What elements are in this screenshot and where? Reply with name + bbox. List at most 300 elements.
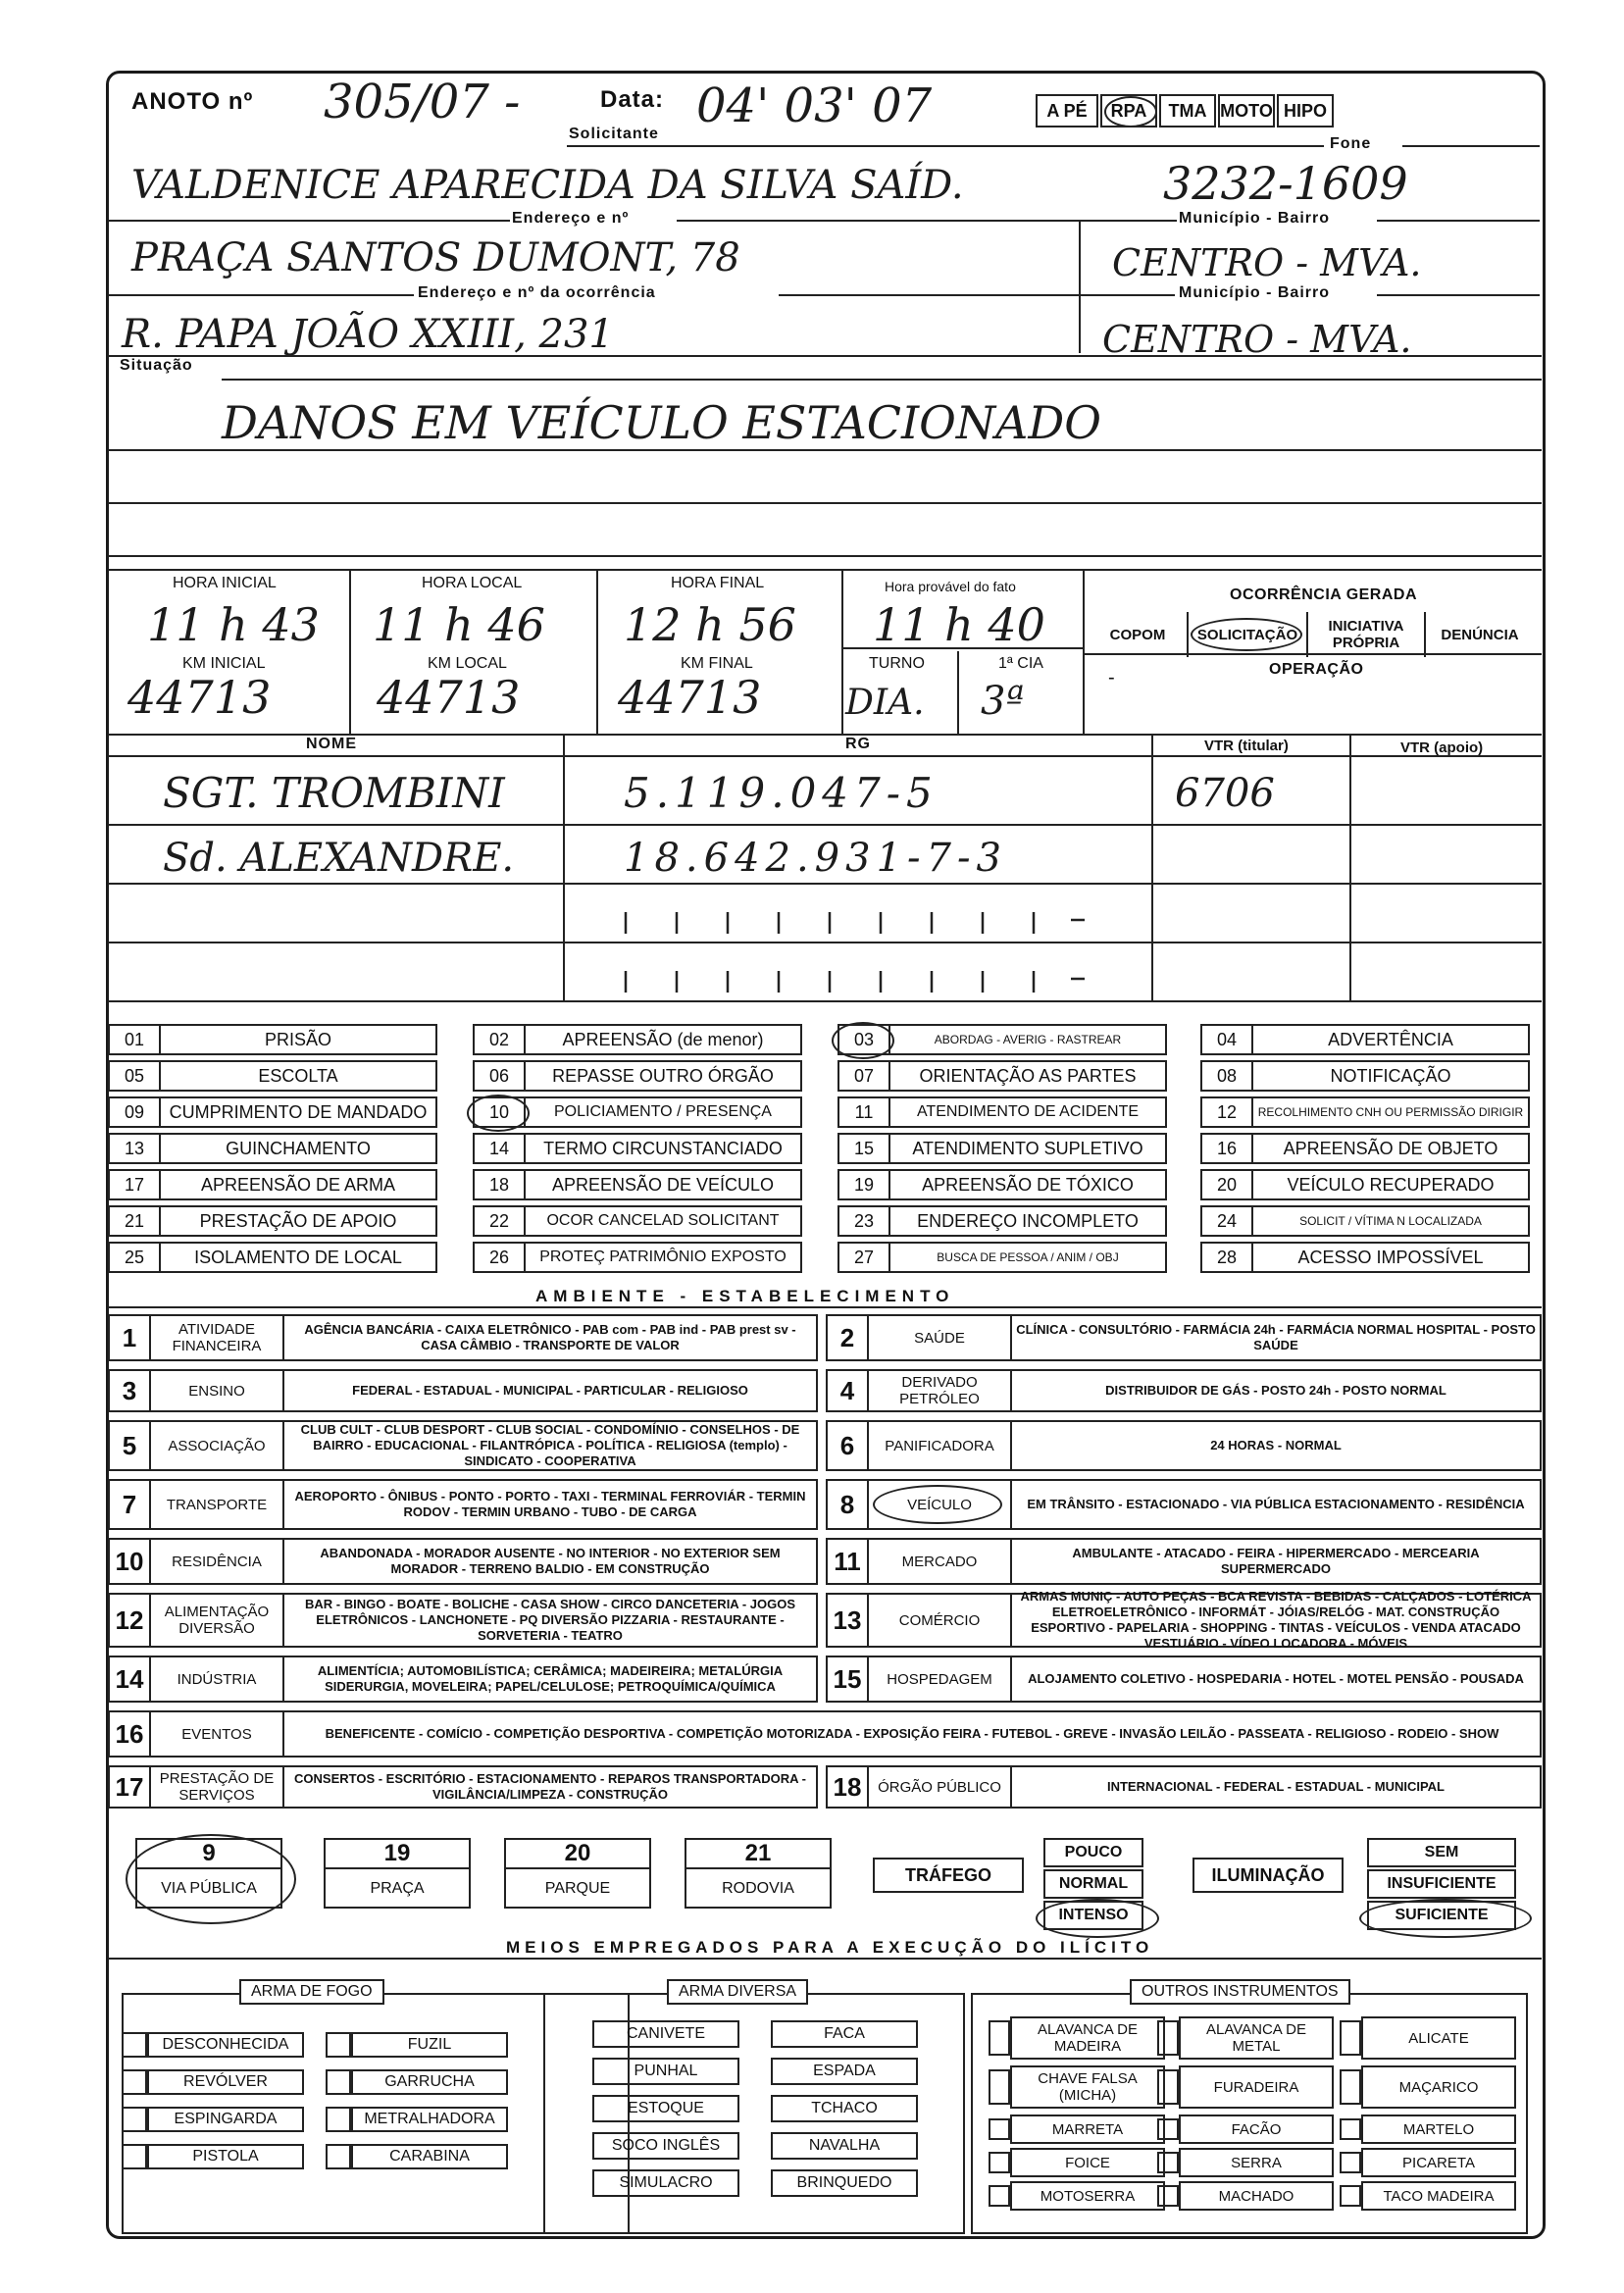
ambiente-category: TRANSPORTE <box>151 1481 284 1528</box>
arma-diversa-item[interactable]: CANIVETE <box>592 2020 739 2048</box>
outros-item[interactable]: ALAVANCA DE MADEIRA <box>1010 2016 1165 2060</box>
ambiente-detail: ALOJAMENTO COLETIVO - HOSPEDARIA - HOTEL - MOTEL PENSÃO - POUSADA <box>1028 1671 1524 1686</box>
vtr-apoio-label: VTR (apoio) <box>1400 739 1484 756</box>
team-member-2-rg: 18.642.931-7-3 <box>624 836 1007 881</box>
location-row <box>108 1834 1542 1932</box>
code-label: NOTIFICAÇÃO <box>1330 1065 1451 1086</box>
outros-item[interactable]: TACO MADEIRA <box>1361 2181 1516 2211</box>
iluminacao-option[interactable]: SEM <box>1367 1838 1516 1867</box>
mode-rpa[interactable]: RPA <box>1100 94 1157 127</box>
ambiente-detail: FEDERAL - ESTADUAL - MUNICIPAL - PARTICULAR - RELIGIOSO <box>352 1383 748 1398</box>
ambiente-detail: 24 HORAS - NORMAL <box>1210 1438 1342 1452</box>
arma-diversa-group-title: ARMA DIVERSA <box>667 1979 808 2005</box>
km-final-label: KM FINAL <box>681 655 753 672</box>
location-label: RODOVIA <box>722 1880 794 1897</box>
arma-fogo-item[interactable]: FUZIL <box>351 2032 508 2058</box>
code-number: 07 <box>839 1062 890 1090</box>
team-member-1-rg: 5.119.047-5 <box>624 769 939 817</box>
vtr-titular-label: VTR (titular) <box>1204 738 1289 754</box>
ambiente-detail: DISTRIBUIDOR DE GÁS - POSTO 24h - POSTO NORMAL <box>1105 1383 1446 1398</box>
ocorrencia-endereco-label: Endereço e nº da ocorrência <box>418 284 656 301</box>
team-member-1-vtr: 6706 <box>1175 771 1275 816</box>
outros-item[interactable]: MAÇARICO <box>1361 2065 1516 2109</box>
code-number: 28 <box>1202 1244 1253 1271</box>
team-member-2-name: Sd. ALEXANDRE. <box>163 836 515 881</box>
code-item[interactable] <box>1200 1060 1530 1092</box>
ambiente-item[interactable] <box>108 1656 818 1703</box>
ambiente-item[interactable] <box>826 1765 1542 1809</box>
hora-final-label: HORA FINAL <box>671 575 765 591</box>
code-number: 19 <box>839 1171 890 1198</box>
code-item[interactable] <box>1200 1133 1530 1164</box>
outros-item[interactable]: SERRA <box>1179 2148 1334 2177</box>
code-item[interactable] <box>473 1060 802 1092</box>
code-number: 10 <box>475 1098 526 1126</box>
iluminacao-option[interactable]: SUFICIENTE <box>1367 1901 1516 1930</box>
ambiente-item[interactable] <box>108 1314 818 1361</box>
ambiente-number: 12 <box>110 1595 151 1646</box>
outros-group-title: OUTROS INSTRUMENTOS <box>1130 1979 1350 2005</box>
code-label: VEÍCULO RECUPERADO <box>1287 1174 1495 1195</box>
code-number: 02 <box>475 1026 526 1053</box>
ambiente-item[interactable] <box>108 1710 1542 1758</box>
code-item[interactable] <box>473 1096 802 1128</box>
ambiente-category: ATIVIDADE FINANCEIRA <box>151 1316 284 1359</box>
outros-item[interactable]: CHAVE FALSA (MICHA) <box>1010 2065 1165 2109</box>
ambiente-number: 7 <box>110 1481 151 1528</box>
operacao-value: - <box>1108 667 1115 688</box>
ambiente-item[interactable] <box>108 1765 818 1809</box>
ambiente-item[interactable] <box>108 1369 818 1412</box>
ambiente-detail: INTERNACIONAL - FEDERAL - ESTADUAL - MUNICIPAL <box>1106 1779 1445 1794</box>
code-number: 14 <box>475 1135 526 1162</box>
km-inicial-value: 44713 <box>127 671 272 724</box>
ocorrencia-option[interactable]: DENÚNCIA <box>1424 612 1534 657</box>
iluminacao-label: ILUMINAÇÃO <box>1193 1858 1344 1893</box>
outros-checkbox[interactable] <box>1157 2185 1179 2207</box>
ambiente-category: ASSOCIAÇÃO <box>151 1422 284 1469</box>
code-number: 13 <box>110 1135 161 1162</box>
outros-checkbox[interactable] <box>989 2020 1010 2056</box>
municipio2-value: CENTRO - MVA. <box>1102 318 1412 361</box>
rg-label: RG <box>845 736 871 752</box>
mode-a-pé[interactable]: A PÉ <box>1036 94 1098 127</box>
selected-code-circle <box>832 1022 894 1059</box>
ambiente-item[interactable] <box>108 1479 818 1530</box>
code-label: ESCOLTA <box>258 1065 338 1086</box>
ocorrencia-options <box>1089 610 1540 659</box>
code-label: APREENSÃO (de menor) <box>562 1029 764 1049</box>
code-number: 05 <box>110 1062 161 1090</box>
municipio-label: Município - Bairro <box>1179 210 1330 227</box>
location-label: PRAÇA <box>370 1880 425 1897</box>
cia-value: 3ª <box>981 679 1025 724</box>
code-number: 03 <box>839 1026 890 1053</box>
ambiente-item[interactable] <box>826 1479 1542 1530</box>
hora-local-label: HORA LOCAL <box>422 575 523 591</box>
trafego-option[interactable]: NORMAL <box>1043 1869 1143 1899</box>
ambiente-number: 18 <box>828 1767 869 1807</box>
municipio-value: CENTRO - MVA. <box>1112 241 1422 284</box>
code-number: 24 <box>1202 1207 1253 1235</box>
code-label: POLICIAMENTO / PRESENÇA <box>554 1103 772 1120</box>
arma-diversa-item[interactable]: FACA <box>771 2020 918 2048</box>
outros-checkbox[interactable] <box>1157 2020 1179 2056</box>
location-number: 19 <box>326 1840 469 1869</box>
code-item[interactable] <box>837 1060 1167 1092</box>
ocorrencia-option[interactable]: SOLICITAÇÃO <box>1187 612 1306 657</box>
arma-diversa-item[interactable]: TCHACO <box>771 2095 918 2122</box>
outros-checkbox[interactable] <box>989 2069 1010 2105</box>
arma-fogo-checkbox[interactable] <box>326 2069 351 2095</box>
code-item[interactable] <box>837 1242 1167 1273</box>
ambiente-item[interactable] <box>826 1589 1542 1651</box>
code-item[interactable] <box>473 1242 802 1273</box>
turno-label: TURNO <box>869 655 925 672</box>
ambiente-number: 6 <box>828 1422 869 1469</box>
situacao-label: Situação <box>120 357 193 374</box>
anoto-label: ANOTO nº <box>131 88 254 115</box>
arma-fogo-item[interactable]: GARRUCHA <box>351 2069 508 2095</box>
outros-checkbox[interactable] <box>1157 2118 1179 2140</box>
ambiente-item[interactable] <box>826 1538 1542 1585</box>
code-item[interactable] <box>108 1024 437 1055</box>
ocorrencia-option[interactable]: COPOM <box>1109 626 1166 643</box>
ocorrencia-option[interactable]: INICIATIVA PRÓPRIA <box>1306 612 1424 657</box>
code-label: ISOLAMENTO DE LOCAL <box>194 1247 402 1267</box>
arma-fogo-item[interactable]: CARABINA <box>351 2144 508 2169</box>
solicitante-label: Solicitante <box>569 126 659 142</box>
outros-item[interactable]: MARRETA <box>1010 2115 1165 2144</box>
trafego-option[interactable]: INTENSO <box>1043 1901 1143 1930</box>
km-local-value: 44713 <box>377 671 521 724</box>
outros-item[interactable]: MACHADO <box>1179 2181 1334 2211</box>
code-number: 11 <box>839 1098 890 1126</box>
meios-grid <box>108 1971 1542 2236</box>
arma-fogo-item[interactable]: ESPINGARDA <box>147 2107 304 2132</box>
location-label: VIA PÚBLICA <box>161 1880 257 1897</box>
code-label: ACESSO IMPOSSÍVEL <box>1297 1247 1484 1267</box>
code-item[interactable] <box>108 1060 437 1092</box>
ambiente-title: AMBIENTE - ESTABELECIMENTO <box>535 1287 955 1305</box>
outros-item[interactable]: FACÃO <box>1179 2115 1334 2144</box>
ambiente-number: 2 <box>828 1316 869 1359</box>
ambiente-item[interactable] <box>826 1420 1542 1471</box>
code-item[interactable] <box>837 1096 1167 1128</box>
arma-fogo-item[interactable]: DESCONHECIDA <box>147 2032 304 2058</box>
data-label: Data: <box>600 86 665 113</box>
iluminacao-option[interactable]: INSUFICIENTE <box>1367 1869 1516 1899</box>
location-number: 20 <box>506 1840 649 1869</box>
team-member-1-name: SGT. TROMBINI <box>163 769 505 817</box>
arma-fogo-checkbox[interactable] <box>122 2032 147 2058</box>
location-item[interactable] <box>324 1838 471 1909</box>
ambiente-detail: CLUB CULT - CLUB DESPORT - CLUB SOCIAL - CONDOMÍNIO - CONSELHOS - DE BAIRRO - EDUCACIONAL - FILANTRÓPICA - POLÍTICA - RELIGIOSA (templo) - SINDICATO - COOPERATIVA <box>300 1422 800 1468</box>
endereco-label: Endereço e nº <box>512 210 630 227</box>
arma-diversa-item[interactable]: SOCO INGLÊS <box>592 2132 739 2160</box>
ambiente-category: PRESTAÇÃO DE SERVIÇOS <box>151 1767 284 1807</box>
location-number: 9 <box>137 1840 280 1869</box>
trafego-option[interactable]: POUCO <box>1043 1838 1143 1867</box>
code-label: REPASSE OUTRO ÓRGÃO <box>552 1065 774 1086</box>
ambiente-item[interactable] <box>826 1314 1542 1361</box>
arma-diversa-item[interactable]: BRINQUEDO <box>771 2169 918 2197</box>
ambiente-detail: BAR - BINGO - BOATE - BOLICHE - CASA SHOW - CIRCO DANCETERIA - JOGOS ELETRÔNICOS - LANCHONETE - PQ DIVERSÃO PIZZARIA - RESTAURANTE - SORVETERIA - TEATRO <box>304 1597 795 1643</box>
ocorrencia-gerada-title: OCORRÊNCIA GERADA <box>1230 586 1418 603</box>
ambiente-detail: BENEFICENTE - COMÍCIO - COMPETIÇÃO DESPORTIVA - COMPETIÇÃO MOTORIZADA - EXPOSIÇÃO FEIRA - FUTEBOL - GREVE - INVASÃO LEILÃO - PASSEATA - RELIGIOSO - RODEIO - SHOW <box>325 1726 1499 1741</box>
ambiente-category: DERIVADO PETRÓLEO <box>869 1371 1012 1410</box>
code-label: APREENSÃO DE ARMA <box>200 1174 396 1195</box>
arma-diversa-item[interactable]: ESPADA <box>771 2058 918 2085</box>
code-item[interactable] <box>1200 1242 1530 1273</box>
selected-mode-circle <box>1104 96 1157 127</box>
solicitante-value: VALDENICE APARECIDA DA SILVA SAÍD. <box>131 163 964 208</box>
location-label: PARQUE <box>544 1880 611 1897</box>
outros-item[interactable]: ALICATE <box>1361 2016 1516 2060</box>
km-final-value: 44713 <box>618 671 762 724</box>
code-label: PROTEÇ PATRIMÔNIO EXPOSTO <box>539 1248 787 1265</box>
code-number: 15 <box>839 1135 890 1162</box>
outros-checkbox[interactable] <box>1340 2185 1361 2207</box>
code-label: APREENSÃO DE TÓXICO <box>922 1174 1134 1195</box>
ambiente-number: 11 <box>828 1540 869 1583</box>
code-item[interactable] <box>837 1169 1167 1200</box>
code-item[interactable] <box>1200 1024 1530 1055</box>
code-label: OCOR CANCELAD SOLICITANT <box>546 1212 780 1229</box>
code-item[interactable] <box>1200 1205 1530 1237</box>
location-item[interactable] <box>504 1838 651 1909</box>
code-number: 09 <box>110 1098 161 1126</box>
code-label: ORIENTAÇÃO AS PARTES <box>919 1065 1137 1086</box>
ambiente-number: 16 <box>110 1712 151 1756</box>
nome-label: NOME <box>306 736 357 752</box>
code-item[interactable] <box>108 1133 437 1164</box>
ambiente-number: 4 <box>828 1371 869 1410</box>
ambiente-detail: AEROPORTO - ÔNIBUS - PONTO - PORTO - TAXI - TERMINAL FERROVIÁR - TERMIN RODOV - TERMIN URBANO - TUBO - DE CARGA <box>294 1489 806 1519</box>
ambiente-category: ALIMENTAÇÃO DIVERSÃO <box>151 1595 284 1646</box>
ambiente-category: SAÚDE <box>869 1316 1012 1359</box>
municipio2-label: Município - Bairro <box>1179 284 1330 301</box>
code-label: BUSCA DE PESSOA / ANIM / OBJ <box>937 1249 1119 1264</box>
arma-fogo-checkbox[interactable] <box>122 2107 147 2132</box>
arma-fogo-checkbox[interactable] <box>122 2144 147 2169</box>
code-number: 27 <box>839 1244 890 1271</box>
ambiente-detail: CLÍNICA - CONSULTÓRIO - FARMÁCIA 24h - FARMÁCIA NORMAL HOSPITAL - POSTO SAÚDE <box>1016 1322 1536 1352</box>
fone-label: Fone <box>1330 135 1372 152</box>
outros-checkbox[interactable] <box>1340 2020 1361 2056</box>
cia-label: 1ª CIA <box>998 655 1043 672</box>
outros-checkbox[interactable] <box>1157 2069 1179 2105</box>
code-label: ATENDIMENTO DE ACIDENTE <box>916 1103 1140 1120</box>
code-number: 21 <box>110 1207 161 1235</box>
code-number: 25 <box>110 1244 161 1271</box>
ambiente-detail: ARMAS MUNIÇ - AUTO PEÇAS - BCA REVISTA - BEBIDAS - CALÇADOS - LOTÉRICA ELETROELETRÔNICO - INFORMÁT - JÓIAS/RELÓG - MAT. CONSTRUÇÃO ESPORTIVO - PAPELARIA - SHOPPING - TINTAS - VEÍCULOS - VENDA ATACADO VESTUÁRIO - VÍDEO LOCADORA - MÓVEIS <box>1020 1589 1532 1651</box>
ambiente-category: VEÍCULO <box>869 1481 1012 1528</box>
code-item[interactable] <box>837 1205 1167 1237</box>
outros-checkbox[interactable] <box>1340 2152 1361 2173</box>
ambiente-category: MERCADO <box>869 1540 1012 1583</box>
ambiente-number: 17 <box>110 1767 151 1807</box>
empty-rg-slots <box>618 902 1089 1000</box>
code-label: APREENSÃO DE VEÍCULO <box>551 1174 775 1195</box>
codes-grid <box>108 1024 1542 1289</box>
ambiente-item[interactable] <box>108 1593 818 1648</box>
arma-fogo-checkbox[interactable] <box>326 2032 351 2058</box>
ambiente-number: 10 <box>110 1540 151 1583</box>
ocorrencia-endereco-value: R. PAPA JOÃO XXIII, 231 <box>122 312 614 357</box>
hora-final-value: 12 h 56 <box>624 598 796 651</box>
ambiente-detail: ALIMENTÍCIA; AUTOMOBILÍSTICA; CERÂMICA; MADEIREIRA; METALÚRGIA SIDERURGIA, MOVELEIRA; PAPEL/CELULOSE; PETROQUÍMICA/QUÍMICA <box>317 1663 784 1694</box>
code-label: PRESTAÇÃO DE APOIO <box>199 1210 397 1231</box>
selected-ocorrencia-circle <box>1191 618 1302 651</box>
ambiente-number: 1 <box>110 1316 151 1359</box>
outros-checkbox[interactable] <box>989 2185 1010 2207</box>
ambiente-item[interactable] <box>108 1538 818 1585</box>
outros-item[interactable]: PICARETA <box>1361 2148 1516 2177</box>
code-number: 26 <box>475 1244 526 1271</box>
code-label: TERMO CIRCUNSTANCIADO <box>543 1138 783 1158</box>
ambiente-detail: AGÊNCIA BANCÁRIA - CAIXA ELETRÔNICO - PAB com - PAB ind - PAB prest sv - CASA CÂMBIO - TRANSPORTE DE VALOR <box>304 1322 796 1352</box>
location-item[interactable] <box>135 1838 282 1909</box>
operacao-label: OPERAÇÃO <box>1269 661 1364 678</box>
outros-item[interactable]: MOTOSERRA <box>1010 2181 1165 2211</box>
location-number: 21 <box>686 1840 830 1869</box>
code-label: PRISÃO <box>264 1029 332 1049</box>
ambiente-category: EVENTOS <box>151 1712 284 1756</box>
code-number: 22 <box>475 1207 526 1235</box>
ambiente-grid <box>108 1314 1542 1824</box>
code-number: 08 <box>1202 1062 1253 1090</box>
mode-tma[interactable]: TMA <box>1159 94 1216 127</box>
code-label: ADVERTÊNCIA <box>1328 1029 1453 1049</box>
code-item[interactable] <box>1200 1169 1530 1200</box>
code-item[interactable] <box>473 1169 802 1200</box>
trafego-label: TRÁFEGO <box>873 1858 1024 1893</box>
anoto-value: 305/07 - <box>324 75 521 129</box>
arma-diversa-item[interactable]: ESTOQUE <box>592 2095 739 2122</box>
code-item[interactable] <box>473 1133 802 1164</box>
code-label: ATENDIMENTO SUPLETIVO <box>912 1138 1143 1158</box>
code-label: GUINCHAMENTO <box>226 1138 371 1158</box>
km-local-label: KM LOCAL <box>428 655 507 672</box>
code-item[interactable] <box>108 1205 437 1237</box>
code-item[interactable] <box>108 1169 437 1200</box>
code-item[interactable] <box>837 1024 1167 1055</box>
code-label: RECOLHIMENTO CNH OU PERMISSÃO DIRIGIR <box>1257 1104 1524 1119</box>
location-item[interactable] <box>685 1838 832 1909</box>
arma-fogo-checkbox[interactable] <box>326 2144 351 2169</box>
ambiente-detail: CONSERTOS - ESCRITÓRIO - ESTACIONAMENTO - REPAROS TRANSPORTADORA - VIGILÂNCIA/LIMPEZA - CONSTRUÇÃO <box>294 1771 806 1802</box>
selected-code-circle <box>467 1095 530 1132</box>
transport-modes <box>1036 94 1336 127</box>
arma-fogo-checkbox[interactable] <box>122 2069 147 2095</box>
selected-trafego-circle <box>1036 1899 1159 1938</box>
ambiente-number: 3 <box>110 1371 151 1410</box>
code-number: 17 <box>110 1171 161 1198</box>
arma-fogo-group-title: ARMA DE FOGO <box>239 1979 384 2005</box>
arma-diversa-item[interactable]: PUNHAL <box>592 2058 739 2085</box>
arma-fogo-item[interactable]: PISTOLA <box>147 2144 304 2169</box>
mode-hipo[interactable]: HIPO <box>1277 94 1334 127</box>
code-label: CUMPRIMENTO DE MANDADO <box>169 1101 428 1122</box>
selected-location-circle <box>126 1834 296 1924</box>
ambiente-number: 5 <box>110 1422 151 1469</box>
ambiente-number: 14 <box>110 1657 151 1701</box>
code-label: ENDEREÇO INCOMPLETO <box>917 1210 1139 1231</box>
mode-moto[interactable]: MOTO <box>1218 94 1275 127</box>
hora-inicial-value: 11 h 43 <box>147 598 320 651</box>
code-item[interactable] <box>1200 1096 1530 1128</box>
arma-diversa-item[interactable]: SIMULACRO <box>592 2169 739 2197</box>
code-number: 04 <box>1202 1026 1253 1053</box>
outros-checkbox[interactable] <box>1157 2152 1179 2173</box>
code-label: SOLICIT / VÍTIMA N LOCALIZADA <box>1299 1213 1482 1228</box>
ambiente-detail: AMBULANTE - ATACADO - FEIRA - HIPERMERCADO - MERCEARIA SUPERMERCADO <box>1072 1546 1480 1576</box>
code-item[interactable] <box>837 1133 1167 1164</box>
arma-diversa-item[interactable]: NAVALHA <box>771 2132 918 2160</box>
code-item[interactable] <box>473 1024 802 1055</box>
outros-item[interactable]: FURADEIRA <box>1179 2065 1334 2109</box>
hora-local-value: 11 h 46 <box>373 598 545 651</box>
turno-value: DIA. <box>845 683 925 723</box>
hora-provavel-label: Hora provável do fato <box>885 579 1016 594</box>
ambiente-category: COMÉRCIO <box>869 1595 1012 1646</box>
ambiente-category: RESIDÊNCIA <box>151 1540 284 1583</box>
ambiente-category: ENSINO <box>151 1371 284 1410</box>
fone-value: 3232-1609 <box>1163 157 1408 210</box>
ambiente-item[interactable] <box>108 1420 818 1471</box>
ambiente-category: ÓRGÃO PÚBLICO <box>869 1767 1012 1807</box>
outros-item[interactable]: ALAVANCA DE METAL <box>1179 2016 1334 2060</box>
code-item[interactable] <box>108 1096 437 1128</box>
arma-fogo-checkbox[interactable] <box>326 2107 351 2132</box>
km-inicial-label: KM INICIAL <box>182 655 266 672</box>
outros-checkbox[interactable] <box>989 2118 1010 2140</box>
ambiente-item[interactable] <box>826 1369 1542 1412</box>
ambiente-item[interactable] <box>826 1656 1542 1703</box>
outros-item[interactable]: MARTELO <box>1361 2115 1516 2144</box>
ambiente-number: 13 <box>828 1595 869 1646</box>
selected-ambiente-circle <box>873 1485 1002 1524</box>
code-item[interactable] <box>108 1242 437 1273</box>
data-value: 04' 03' 07 <box>696 78 933 133</box>
selected-iluminacao-circle <box>1359 1899 1532 1938</box>
ambiente-number: 15 <box>828 1657 869 1701</box>
hora-provavel-value: 11 h 40 <box>873 598 1045 651</box>
endereco-value: PRAÇA SANTOS DUMONT, 78 <box>131 235 740 280</box>
hora-inicial-label: HORA INICIAL <box>173 575 277 591</box>
ambiente-detail: ABANDONADA - MORADOR AUSENTE - NO INTERIOR - NO EXTERIOR SEM MORADOR - TERRENO BALDIO - EM CONSTRUÇÃO <box>320 1546 781 1576</box>
outros-checkbox[interactable] <box>1340 2118 1361 2140</box>
ambiente-category: INDÚSTRIA <box>151 1657 284 1701</box>
ambiente-detail: EM TRÂNSITO - ESTACIONADO - VIA PÚBLICA ESTACIONAMENTO - RESIDÊNCIA <box>1027 1497 1525 1511</box>
outros-item[interactable]: FOICE <box>1010 2148 1165 2177</box>
situacao-value: DANOS EM VEÍCULO ESTACIONADO <box>222 396 1101 449</box>
ambiente-number: 8 <box>828 1481 869 1528</box>
code-label: ABORDAG - AVERIG - RASTREAR <box>934 1032 1122 1046</box>
code-number: 01 <box>110 1026 161 1053</box>
code-item[interactable] <box>473 1205 802 1237</box>
code-number: 16 <box>1202 1135 1253 1162</box>
code-number: 12 <box>1202 1098 1253 1126</box>
outros-checkbox[interactable] <box>989 2152 1010 2173</box>
ambiente-category: HOSPEDAGEM <box>869 1657 1012 1701</box>
code-number: 20 <box>1202 1171 1253 1198</box>
code-number: 23 <box>839 1207 890 1235</box>
outros-checkbox[interactable] <box>1340 2069 1361 2105</box>
arma-fogo-item[interactable]: METRALHADORA <box>351 2107 508 2132</box>
arma-fogo-item[interactable]: REVÓLVER <box>147 2069 304 2095</box>
